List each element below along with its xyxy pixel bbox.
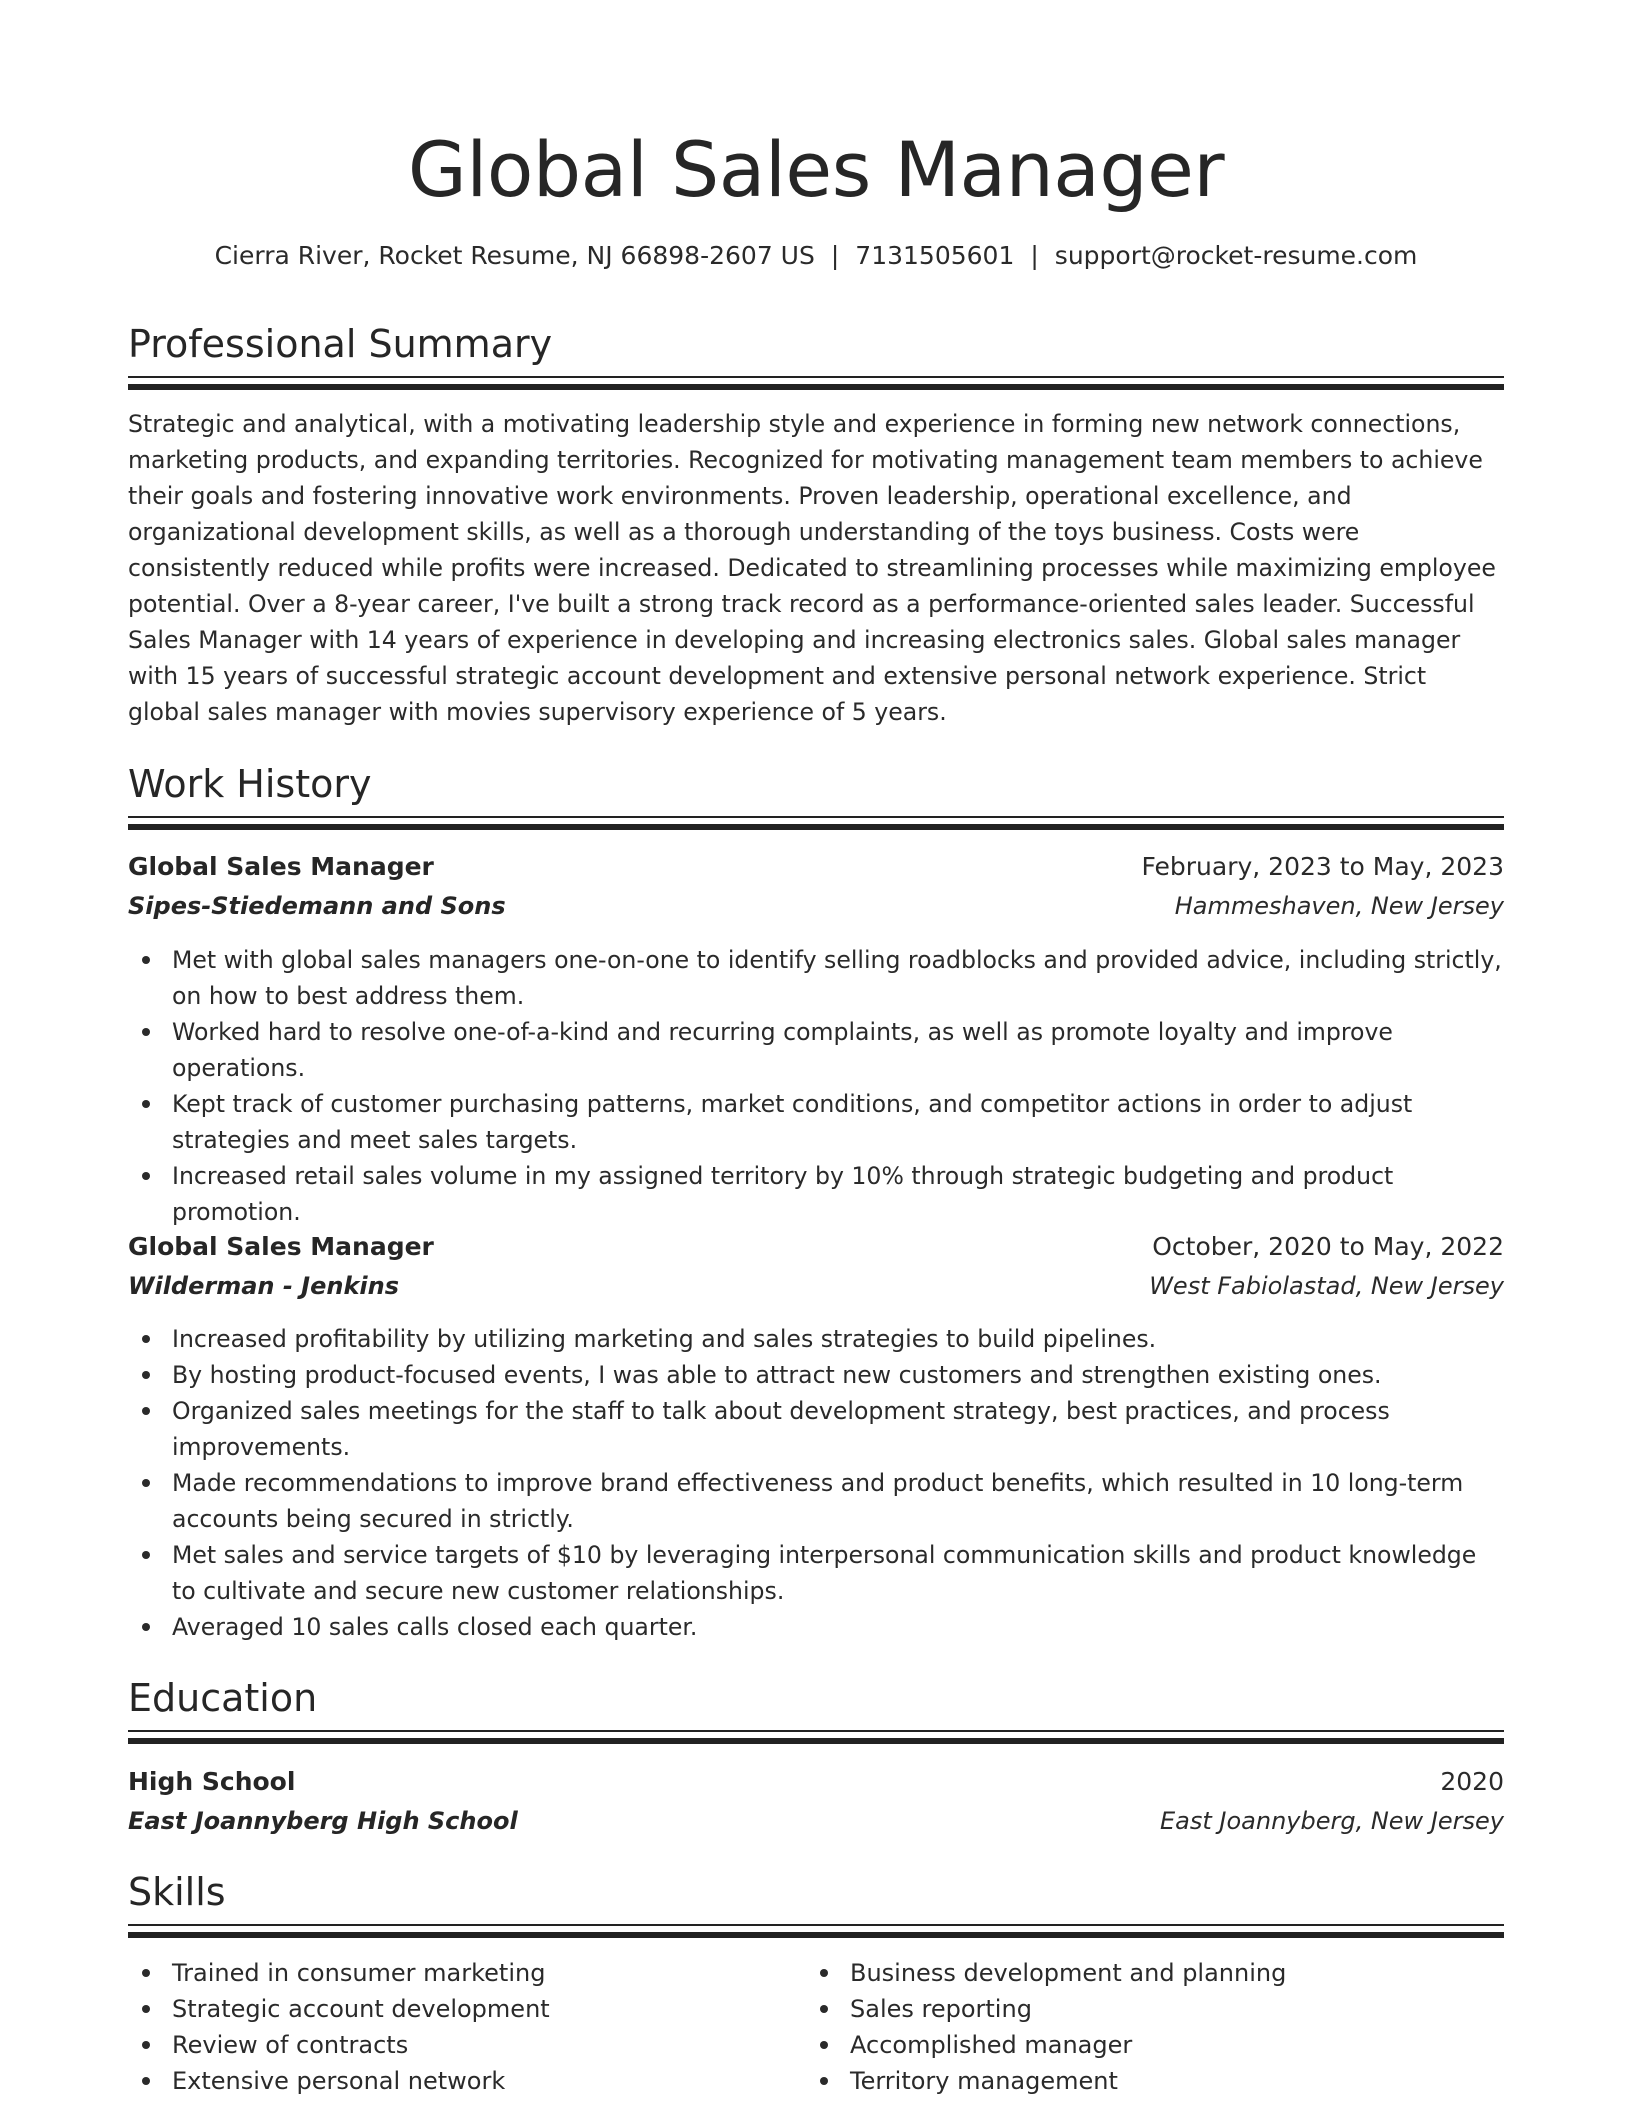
skills-list-left	[128, 1955, 788, 2099]
bullet-text: Met with global sales managers one-on-one to identify selling roadblocks and provided advice, including strictly, on how to best address them.	[172, 946, 1502, 1010]
contact-address: Cierra River, Rocket Resume, NJ 66898-2607 US	[214, 241, 815, 270]
bullet-text: Kept track of customer purchasing patterns, market conditions, and competitor actions in order to adjust strategies and meet sales targets.	[172, 1090, 1413, 1154]
bullet-text: Made recommendations to improve brand effectiveness and product benefits, which resulted in 10 long-term accounts being secured in strictly.	[172, 1469, 1464, 1533]
list-item	[806, 2027, 1466, 2063]
skill-text: Accomplished manager	[850, 2031, 1133, 2059]
section-title-work: Work History	[128, 762, 372, 806]
skills-list-right	[806, 1955, 1466, 2099]
list-item	[128, 942, 1504, 1014]
job-company-row	[128, 1267, 1504, 1305]
bullet-text: By hosting product-focused events, I was able to attract new customers and strengthen existing ones.	[172, 1361, 1382, 1389]
education-year: 2020	[1440, 1767, 1504, 1796]
bullet-dot	[820, 2077, 828, 2085]
contact-separator: |	[1030, 241, 1039, 270]
education-school: East Joannyberg High School	[128, 1807, 518, 1835]
resume-name: Global Sales Manager	[407, 125, 1225, 214]
list-item	[128, 1014, 1504, 1086]
bullet-text: Increased profitability by utilizing marketing and sales strategies to build pipelines.	[172, 1325, 1157, 1353]
section-divider	[128, 1924, 1504, 1938]
bullet-text: Met sales and service targets of $10 by leveraging interpersonal communication skills and product knowledge to cultivate and secure new customer relationships.	[172, 1541, 1477, 1605]
list-item	[806, 2063, 1466, 2099]
bullet-dot	[142, 1371, 150, 1379]
bullet-dot	[142, 956, 150, 964]
skill-text: Extensive personal network	[172, 2067, 506, 2095]
list-item	[128, 1086, 1504, 1158]
skill-text: Business development and planning	[850, 1959, 1287, 1987]
job-bullets	[128, 942, 1504, 1230]
bullet-dot	[820, 2005, 828, 2013]
skill-text: Review of contracts	[172, 2031, 409, 2059]
job-title: Global Sales Manager	[128, 1232, 434, 1261]
bullet-dot	[820, 1969, 828, 1977]
bullet-dot	[142, 2005, 150, 2013]
education-school-row	[128, 1802, 1504, 1840]
job-location: West Fabiolastad, New Jersey	[1149, 1272, 1504, 1300]
bullet-dot	[142, 1969, 150, 1977]
bullet-text: Worked hard to resolve one-of-a-kind and recurring complaints, as well as promote loyalty and improve operations.	[172, 1018, 1393, 1082]
education-location: East Joannyberg, New Jersey	[1159, 1807, 1504, 1835]
list-item	[128, 1537, 1504, 1609]
job-company: Sipes-Stiedemann and Sons	[128, 892, 506, 920]
job-dates: February, 2023 to May, 2023	[1141, 852, 1504, 881]
skill-text: Trained in consumer marketing	[172, 1959, 546, 1987]
list-item	[128, 1357, 1504, 1393]
bullet-dot	[142, 1335, 150, 1343]
education-header	[128, 1763, 1504, 1801]
section-title-skills: Skills	[128, 1870, 226, 1914]
bullet-dot	[142, 1551, 150, 1559]
list-item	[128, 1158, 1504, 1230]
list-item	[128, 1321, 1504, 1357]
list-item	[128, 1609, 1504, 1645]
list-item	[806, 1991, 1466, 2027]
bullet-text: Averaged 10 sales calls closed each quarter.	[172, 1613, 698, 1641]
list-item	[128, 1955, 788, 1991]
skill-text: Territory management	[850, 2067, 1118, 2095]
list-item	[128, 1991, 788, 2027]
bullet-text: Increased retail sales volume in my assigned territory by 10% through strategic budgeting and product promotion.	[172, 1162, 1394, 1226]
bullet-dot	[142, 2041, 150, 2049]
list-item	[806, 1955, 1466, 1991]
summary-text: Strategic and analytical, with a motivating leadership style and experience in forming new network connections, marketing products, and expanding territories. Recognized for motivating management team members to achieve their goals and fostering innovative work environments. Proven leadership, operational excellence, and organizational development skills, as well as a thorough understanding of the toys business. Costs were consistently reduced while profits were increased. Dedicated to streamlining processes while maximizing employee potential. Over a 8-year career, I've built a strong track record as a performance-oriented sales leader. Successful Sales Manager with 14 years of experience in developing and increasing electronics sales. Global sales manager with 15 years of successful strategic account development and extensive personal network experience. Strict global sales manager with movies supervisory experience of 5 years.	[128, 410, 1496, 726]
bullet-dot	[142, 1172, 150, 1180]
skill-text: Sales reporting	[850, 1995, 1032, 2023]
bullet-dot	[142, 1479, 150, 1487]
job-title: Global Sales Manager	[128, 852, 434, 881]
job-company-row	[128, 887, 1504, 925]
section-divider	[128, 376, 1504, 390]
bullet-dot	[142, 1100, 150, 1108]
section-divider	[128, 1730, 1504, 1744]
section-divider	[128, 816, 1504, 830]
list-item	[128, 1393, 1504, 1465]
list-item	[128, 1465, 1504, 1537]
list-item	[128, 2027, 788, 2063]
contact-separator: |	[830, 241, 840, 270]
bullet-dot	[142, 1407, 150, 1415]
bullet-dot	[142, 1623, 150, 1631]
contact-email: support@rocket-resume.com	[1054, 241, 1418, 270]
section-title-education: Education	[128, 1676, 318, 1720]
skill-text: Strategic account development	[172, 1995, 550, 2023]
job-location: Hammeshaven, New Jersey	[1174, 892, 1504, 920]
contact-line	[128, 238, 1504, 274]
job-company: Wilderman - Jenkins	[128, 1272, 400, 1300]
job-header	[128, 1228, 1504, 1266]
job-dates: October, 2020 to May, 2022	[1152, 1232, 1504, 1261]
bullet-dot	[820, 2041, 828, 2049]
job-bullets	[128, 1321, 1504, 1645]
job-header	[128, 848, 1504, 886]
list-item	[128, 2063, 788, 2099]
bullet-dot	[142, 1028, 150, 1036]
section-title-summary: Professional Summary	[128, 322, 553, 366]
education-degree: High School	[128, 1767, 296, 1796]
bullet-dot	[142, 2077, 150, 2085]
bullet-text: Organized sales meetings for the staff to talk about development strategy, best practices, and process improvements.	[172, 1397, 1390, 1461]
contact-phone: 7131505601	[855, 241, 1015, 270]
